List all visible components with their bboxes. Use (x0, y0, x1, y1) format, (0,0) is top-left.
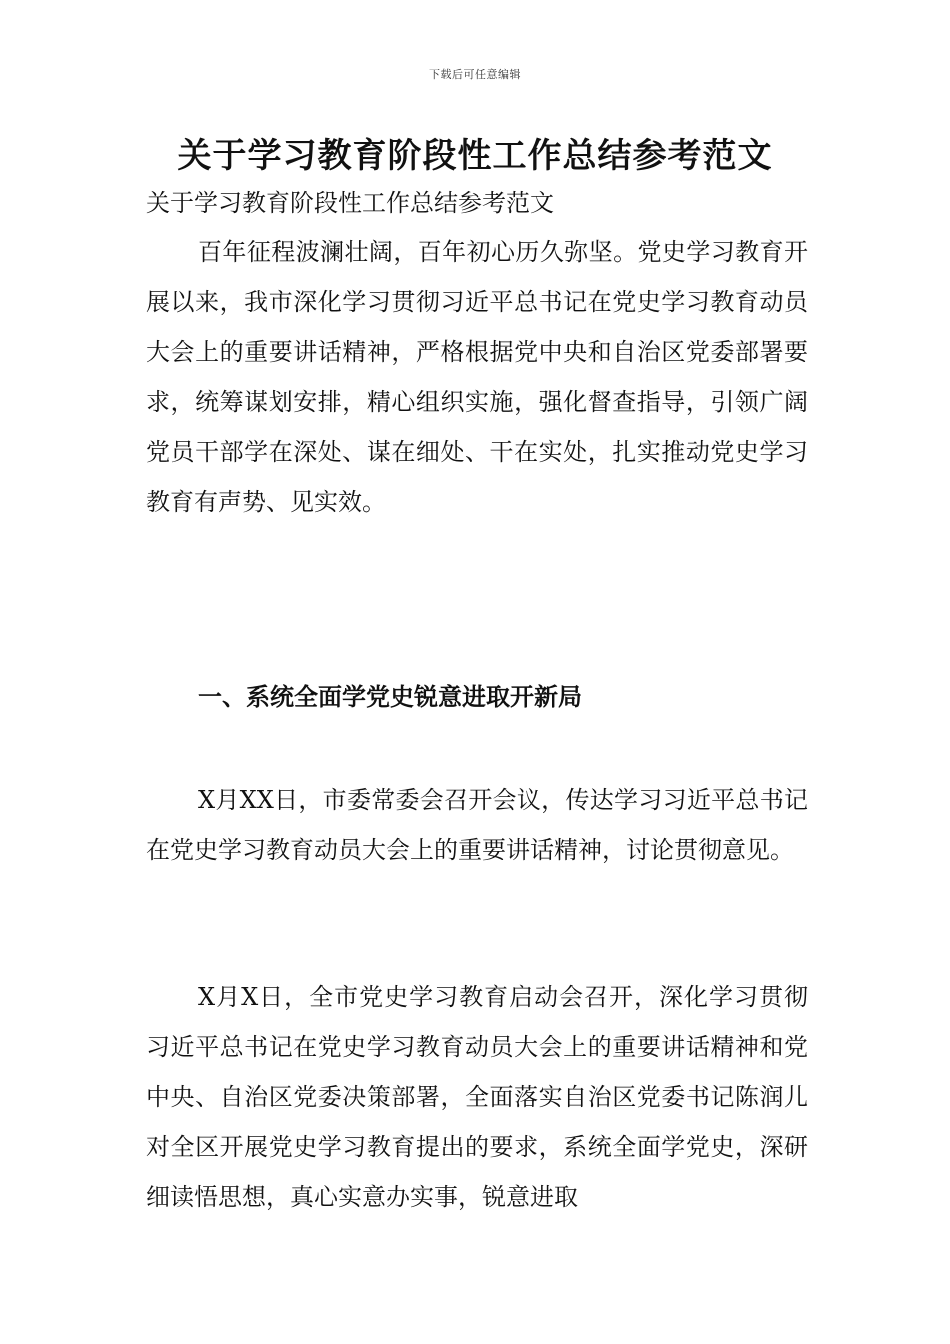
paragraph-meeting-one: X月XX日，市委常委会召开会议，传达学习习近平总书记在党史学习教育动员大会上的重要讲话精神，讨论贯彻意见。 (146, 786, 808, 864)
document-subtitle: 关于学习教育阶段性工作总结参考范文 (146, 189, 554, 217)
section-heading: 一、系统全面学党史锐意进取开新局 (198, 682, 582, 711)
header-note: 下载后可任意编辑 (429, 68, 521, 81)
document-title: 关于学习教育阶段性工作总结参考范文 (177, 136, 773, 176)
paragraph-meeting-two: X月X日，全市党史学习教育启动会召开，深化学习贯彻习近平总书记在党史学习教育动员大会上的重要讲话精神和党中央、自治区党委决策部署，全面落实自治区党委书记陈润儿对全区开展党史学习教育提出的要求，系统全面学党史，深研细读悟思想，真心实意办实事，锐意进取 (146, 983, 808, 1211)
intro-paragraph: 百年征程波澜壮阔，百年初心历久弥坚。党史学习教育开展以来，我市深化学习贯彻习近平总书记在党史学习教育动员大会上的重要讲话精神，严格根据党中央和自治区党委部署要求，统筹谋划安排，精心组织实施，强化督查指导，引领广阔党员干部学在深处、谋在细处、干在实处，扎实推动党史学习教育有声势、见实效。 (146, 238, 808, 516)
